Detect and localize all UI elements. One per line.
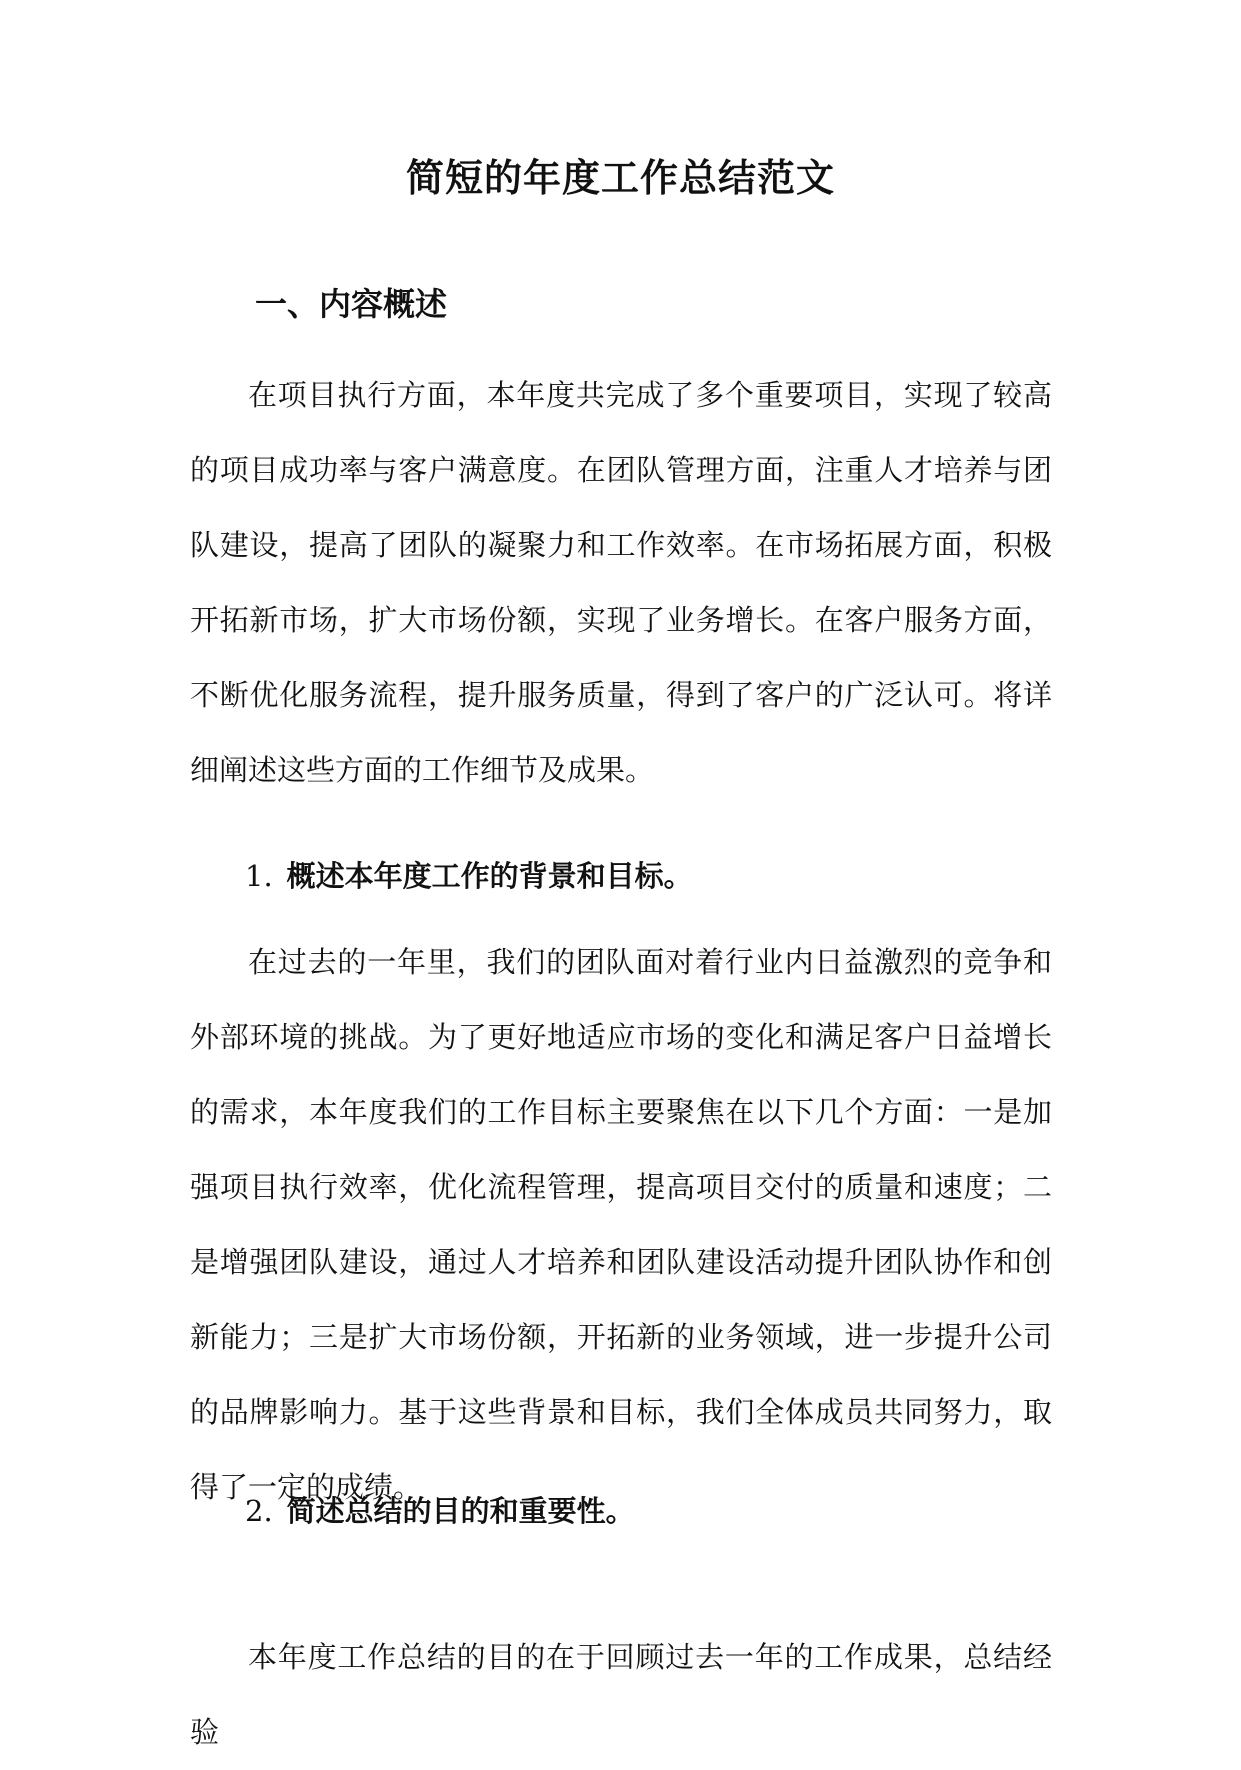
purpose-paragraph: 本年度工作总结的目的在于回顾过去一年的工作成果，总结经验 <box>190 1640 1052 1749</box>
overview-paragraph: 在项目执行方面，本年度共完成了多个重要项目，实现了较高的项目成功率与客户满意度。在团队管理方面，注重人才培养与团队建设，提高了团队的凝聚力和工作效率。在市场拓展方面，积极开拓新市场，扩大市场份额，实现了业务增长。在客户服务方面，不断优化服务流程，提升服务质量，得到了客户的广泛认可。将详细阐述这些方面的工作细节及成果。 <box>190 378 1052 787</box>
section-heading-overview: 一、内容概述 <box>255 285 448 323</box>
subsection-title: 简述总结的目的和重要性。 <box>286 1494 635 1528</box>
background-paragraph: 在过去的一年里，我们的团队面对着行业内日益激烈的竞争和外部环境的挑战。为了更好地适应市场的变化和满足客户日益增长的需求，本年度我们的工作目标主要聚焦在以下几个方面：一是加强项目执行效率，优化流程管理，提高项目交付的质量和速度；二是增强团队建设，通过人才培养和团队建设活动提升团队协作和创新能力；三是扩大市场份额，开拓新的业务领域，进一步提升公司的品牌影响力。基于这些背景和目标，我们全体成员共同努力，取得了一定的成绩。 <box>190 945 1052 1504</box>
subsection-number: 1. <box>245 859 273 893</box>
document-title: 简短的年度工作总结范文 <box>405 155 835 200</box>
subsection-heading-1 <box>245 852 693 900</box>
subsection-number: 2. <box>245 1494 273 1528</box>
subsection-heading-2 <box>245 1487 635 1535</box>
subsection-title: 概述本年度工作的背景和目标。 <box>286 859 693 893</box>
